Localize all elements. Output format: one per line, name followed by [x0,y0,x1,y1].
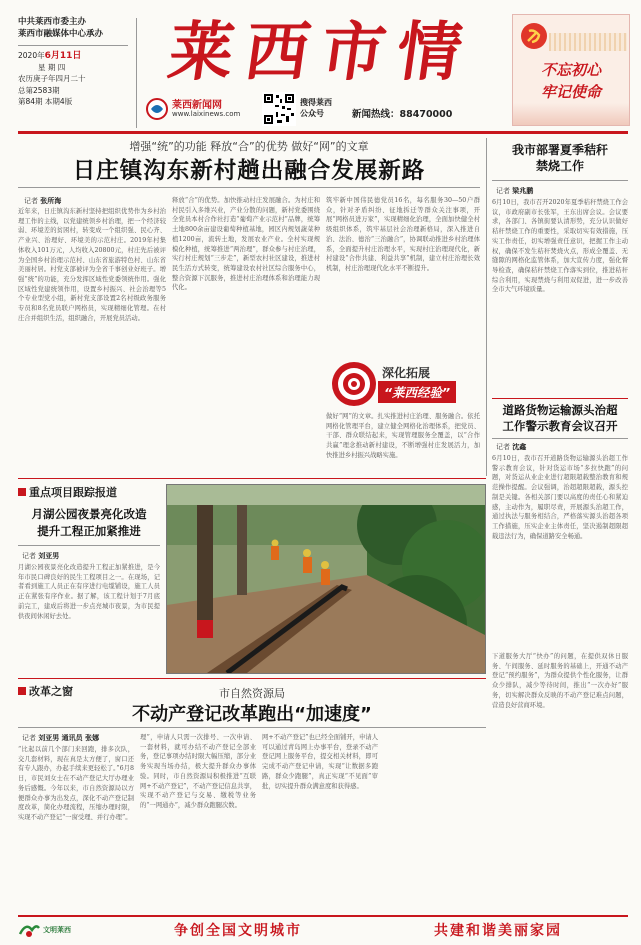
right-story-2-body: 6月10日，我市召开道路货物运输源头治超工作警示教育会议，针对货运市场“多拉快跑”的问题，对货运从业企业进行超限超载整治教育和规范操作提醒。会议强调，治超超限超载，源头控制是关键。各相关部门要以高度的责任心和紧迫感，主动作为，履职尽责，开展源头治超工作，通过执法与服务相结合，严格落实源头治超各项工作措施，压实企业主体责任，坚决遏制超限超载违法行为，确保道路安全畅通。 [492,455,628,540]
divider [492,398,628,399]
site-name: 莱西新闻网 [172,100,222,111]
issue-number: 第84期 本期4版 [18,96,73,106]
lead-column-4: 做好“网”的文章。扎实推进村庄治理、服务融合。依托网格化管理平台，建立健全网格化治理体系，把党员、干部、群众联结起来，实现管理服务全覆盖，以“合作共赢”理念推动新村建设，不断增强村庄发展活力，加快推进乡村振兴战略实施。 [326,413,480,459]
footer [18,919,628,941]
section-reform-col-4: 下道服务大厅“快办”的问题，在提供双休日服务、午间服务、延时服务的基础上，开通不动产登记“预约服务”，为群众提供个性化服务，让群众少排队，减少等待时间，推出“一次办好”服务，切实解决群众反映的不动产登记难点问题，营造良好营商环境。 [492,653,628,709]
section-key-author: 记者 刘亚男 [22,552,60,560]
lead-author: 记者 张所海 [24,197,62,205]
divider [492,180,628,181]
lead-column-3: 筑牢新中国伟民德党员16名，每名服务30—50户群众，针对矛盾纠纷、征地拆迁等群众关注事项，开展“网格员进万家”，实现精细化治理，全面加快健全村级组织体系，筑牢基层社会治理新格局，深入推进自治、法治、德治“三治融合”，协调联动推进乡村治理体系，全面提升村庄治理水平，实现村庄治理现代化，新村建设“合作共建、利益共享”机制，建立村庄治理长效机制，村庄治理现代化水平不断提升。 [326,197,480,272]
footer-logo-text: 文明莱西 [43,926,71,934]
issue-total: 总第2583期 [18,85,60,95]
sponsor-line-1: 中共莱西市委主办 [18,17,87,27]
date-highlight: 6月11日 [44,51,82,61]
date-block [18,50,133,107]
right-story-2-author: 记者 沈鑫 [496,443,527,451]
lead-column-2: 释放“合”的优势。加快推动村庄发展融合。为村庄和村民引入多维兴业，产业分散的问题，新村党委围绕全党员本村合作社打造“葡萄产业示范村”品牌，统筹土地800余亩建设葡萄种植基地，园区内规划蔬菜种植1200亩，流转土地，发展农业产业。全村实现规模化种植，统筹推进“两治理”，群众参与村庄治理，实行村庄规划“三步走”，新型农村社区建设，推进村民生活方式转变，统筹建设农村社区综合服务中心，整合资源下沉服务，推进村庄治理体系和治理能力现代化。 [172,197,320,292]
lead-title: 日庄镇沟东新村趟出融合发展新路 [72,158,426,184]
feature-logo-line-1: 深化拓展 [382,366,431,380]
site-logo[interactable] [146,96,256,124]
section-reform-label: 改革之窗 [18,683,73,699]
section-key-body: 月湖公园夜景亮化改造提升工程正加紧推进，是今年市民口碑良好的民生工程项目之一。在现场，记者看到施工人员正在有序进行电缆铺设，施工人员正在紧张有序作业。据了解，该工程计划于7月底前完工，建成后将进一步点亮城市夜景，为市民提供夜间休闲好去处。 [18,564,160,620]
wechat-label-1: 搜得莱西 [300,98,332,107]
section-marker [18,488,26,496]
lead-kicker: 增强“统”的功能 释放“合”的优势 做好“网”的文章 [129,140,369,153]
footer-slogans [108,920,628,940]
section-reform-col-2: 理”，申请人只需一次排号、一次申请、一套材料，就可办结不动产登记全部业务，登记事项办结时限大幅压缩，部分业务实现当场办结，极大提升群众办事体验。同时，市自然资源局积极推进“互联网+不动产登记”，不动产登记信息共享，实现不动产登记与交易、缴税等业务的“一网通办”，减少群众跑腿次数。 [140,734,256,809]
footer-slogan-1: 争创全国文明城市 [174,923,302,939]
section-reform-title: 不动产登记改革跑出“加速度” [132,704,372,725]
civilization-logo-icon [18,922,40,938]
feature-logo [330,360,478,408]
section-reform-author: 记者 刘亚男 通讯员 张娜 [22,734,100,742]
site-logo-icon [146,98,168,120]
divider [136,18,137,128]
feature-logo-line-2: “莱西经验” [378,381,456,403]
divider [18,478,486,479]
divider [18,187,480,188]
slogan-line-2: 牢记使命 [540,83,601,101]
sponsor-block [18,16,128,40]
lunar-date: 农历庚子年四月二十 [18,74,86,84]
slogan-box [512,14,630,126]
hotline: 新闻热线：88470000 [352,109,453,120]
date-line: 2020年6月11日 [18,51,82,61]
section-reform-col-3: 网+不动产登记”也已经全面铺开，申请人可以通过青岛网上办事平台，登录不动产登记网上服务平台，提交相关材料，即可完成不动产登记申请，实现“让数据多跑路，群众少跑腿”，真正实现“不见面”审批，切实提升群众满意度和获得感。 [262,734,378,790]
wechat-label [300,97,332,119]
slogan-line-1: 不忘初心 [540,61,601,79]
footer-logo [18,922,108,938]
section-reform-kicker: 市自然资源局 [219,687,285,700]
slogan [513,59,629,103]
qr-code[interactable] [262,92,296,126]
right-story-1-author: 记者 梁兆鹏 [496,187,534,195]
section-key-label: 重点项目跟踪报道 [18,484,117,500]
decorative-banner [549,33,627,51]
masthead-title-wrap [142,6,502,88]
weekday: 星 期 四 [38,63,66,73]
masthead-title: 莱西市情 [163,15,479,90]
masthead-rule [18,131,628,134]
wechat-label-2: 公众号 [300,109,324,118]
lead-column-1: 近年来，日庄镇沟东新村坚持把组织优势作为乡村治理工作的主线，以党建统领乡村治理，把一个经济较弱、环境差的贫困村，转变成一个组织强、民心齐、产业兴、治理好、环境美的示范村庄。2019年村集体收入101万元，人均收入20800元，村庄先后被评为全国乡村治理示范村、山东省旅游特色村、山东省美丽村居。村党支部被评为全省千事创业好班子。增强“统”的功能，充分发挥区域性党委领统作用。强化区域性党建统领作用，设置乡村振兴、社会治理等5个专业型党小组，新村党支部设置2名村级政务服务专员和8名党员联户网格员，实现精细化管理。在村庄合并组织生活，组织融合，开展党员活动。 [18,208,166,322]
right-story-1-body: 6月10日，我市召开2020年夏季秸秆禁烧工作会议，市政府副市长张军，王东出席会议。会议要求，各部门、各镇街要认清形势，充分认识做好秸秆禁烧工作的重要性，采取切实有效措施，压实工作责任，切实增强责任意识，把握工作主动权，确保不发生秸秆焚烧火点，形成全覆盖、无缝隙的网格化监管体系，加大宣传力度，强化督导检查，确保秸秆禁烧工作落实到位，推进秸秆综合利用，实现禁烧与利用双促进，进一步改善全市大气环境质量。 [492,199,628,294]
divider [18,678,486,679]
footer-rule [18,915,628,917]
decorative-skyline [513,103,629,125]
divider [18,45,128,46]
section-key-title: 月湖公园夜景亮化改造 提升工程正加紧推进 [31,507,147,538]
construction-photo [166,484,486,674]
target-icon [330,360,378,408]
column-divider [486,138,487,476]
section-reform-col-1: “比起以前几个部门来回跑，排多次队，交几套材料，现在真是太方便了，窗口还有专人跟办，办起手续来更轻松了。”6月8日，市民刘女士在不动产登记大厅办理业务后感慨。今年以来，市自然资源局以方便群众办事为出发点，深化不动产登记制度改革，简化办理流程，压缩办理时限，实现不动产登记“一窗受理、并行办理”。 [18,746,134,821]
divider [492,438,628,439]
right-story-1-title: 我市部署夏季秸秆 禁烧工作 [511,143,608,173]
divider [18,545,160,546]
sponsor-line-2: 莱西市融媒体中心承办 [18,29,104,39]
site-url[interactable]: www.laixinews.com [172,110,241,118]
footer-slogan-2: 共建和谐美丽家园 [434,923,562,939]
divider [18,727,486,728]
party-emblem-icon [519,21,549,51]
right-story-2-title: 道路货物运输源头治超 工作警示教育会议召开 [502,403,618,433]
